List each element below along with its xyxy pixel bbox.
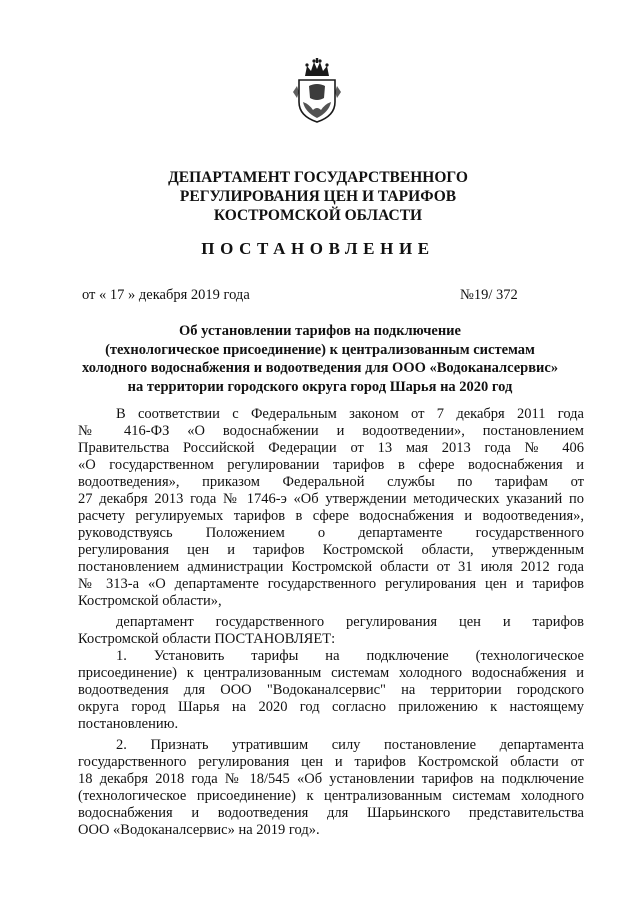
subject-line: холодного водоснабжения и водоотведения для ООО «Водоканалсервис» xyxy=(82,360,559,376)
preamble-line: 27 декабря 2013 года № 1746-э «Об утверждении методических указаний по xyxy=(78,491,584,507)
preamble-line: Костромской области», xyxy=(78,593,222,609)
item-1-paragraph xyxy=(78,648,584,733)
item-line: 18 декабря 2018 года № 18/545 «Об установлении тарифов на подключение xyxy=(78,771,584,787)
item-line: государственного регулирования цен и тарифов Костромской области от xyxy=(78,754,584,770)
item-line: 1. Установить тарифы на подключение (технологическое xyxy=(116,648,584,664)
preamble-line: регулирования цен и тарифов Костромской области, утвержденным xyxy=(78,542,584,558)
subject-line: на территории городского округа город Шарья на 2020 год xyxy=(127,378,513,395)
preamble-line: Правительства Российской Федерации от 13 мая 2013 года № 406 xyxy=(78,440,584,456)
department-line: РЕГУЛИРОВАНИЯ ЦЕН И ТАРИФОВ xyxy=(179,188,457,205)
preamble-line: № 313-а «О департаменте государственного регулирования цен и тарифов xyxy=(78,576,584,592)
document-subject xyxy=(82,322,558,396)
preamble-line: водоотведения», приказом Федеральной службы по тарифам от xyxy=(78,474,584,490)
coat-of-arms-icon xyxy=(291,58,343,124)
preamble-line: № 416-ФЗ «О водоснабжении и водоотведении», постановлением xyxy=(78,423,584,439)
department-line: КОСТРОМСКОЙ ОБЛАСТИ xyxy=(213,207,423,224)
resolve-line: департамент государственного регулирования цен и тарифов xyxy=(116,614,584,630)
preamble-line: постановлением администрации Костромской области от 31 июля 2012 года xyxy=(78,559,584,575)
preamble-line: руководствуясь Положением о департаменте государственного xyxy=(78,525,584,541)
department-line: ДЕПАРТАМЕНТ ГОСУДАРСТВЕННОГО xyxy=(168,169,468,186)
preamble-line: расчету регулируемых тарифов в сфере водоснабжения и водоотведения», xyxy=(78,508,584,524)
item-line: водоснабжения и водоотведения для Шарьинского представительства xyxy=(78,805,584,821)
preamble-line: «О государственном регулировании тарифов в сфере водоснабжения и xyxy=(78,457,584,473)
department-name xyxy=(120,168,516,225)
resolve-line: Костромской области ПОСТАНОВЛЯЕТ: xyxy=(78,631,336,647)
document-date: от « 17 » декабря 2019 года xyxy=(82,287,250,303)
preamble-paragraph xyxy=(78,406,584,610)
item-line: водоотведения для ООО "Водоканалсервис" на территории городского xyxy=(78,682,584,698)
item-line: ООО «Водоканалсервис» на 2019 год». xyxy=(78,822,320,838)
item-line: (технологическое присоединение) к централизованным системам холодного xyxy=(78,788,584,804)
resolve-paragraph xyxy=(78,614,584,648)
subject-line: (технологическое присоединение) к централизованным системам xyxy=(105,341,535,358)
item-line: 2. Признать утратившим силу постановление департамента xyxy=(116,737,584,753)
preamble-line: В соответствии с Федеральным законом от 7 декабря 2011 года xyxy=(116,406,584,422)
document-body xyxy=(78,406,584,839)
item-line: постановлению. xyxy=(78,716,179,732)
item-2-paragraph xyxy=(78,737,584,839)
item-line: присоединение) к централизованным системам холодного водоснабжения и xyxy=(78,665,584,681)
document-type-title: ПОСТАНОВЛЕНИЕ xyxy=(201,239,435,258)
subject-line: Об установлении тарифов на подключение xyxy=(179,323,461,339)
document-number: №19/ 372 xyxy=(460,287,518,303)
item-line: округа город Шарья на 2020 год согласно приложению к настоящему xyxy=(78,699,584,715)
